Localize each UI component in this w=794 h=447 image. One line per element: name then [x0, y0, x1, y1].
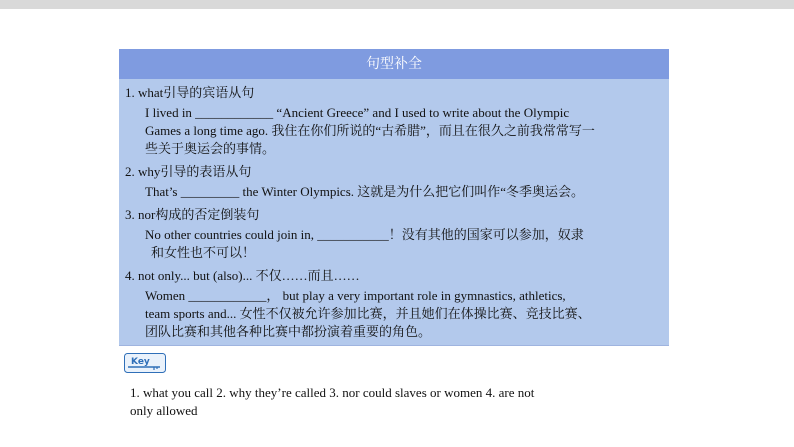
section-body-2 [125, 183, 661, 201]
section-4-line-3: 团队比赛和其他各种比赛中都扮演着重要的角色。 [145, 324, 432, 339]
section-body-1 [125, 104, 661, 158]
sentence-completion-card [119, 49, 669, 345]
divider [119, 345, 669, 346]
answer-line-2: only allowed [130, 403, 198, 418]
section-body-4 [125, 287, 661, 341]
answer-key [130, 384, 660, 420]
section-1-line-2: Games a long time ago. 我住在你们所说的“古希腊”，而且在很久之前我常常写一 [145, 123, 595, 138]
top-gray-bar [0, 0, 794, 9]
key-badge-label: Key [131, 357, 150, 367]
section-4-line-1: Women ____________， but play a very important role in gymnastics, athletics, [145, 288, 566, 303]
section-heading-1: 1. what引导的宾语从句 [125, 85, 255, 100]
key-icon [124, 353, 166, 373]
section-heading-3: 3. nor构成的否定倒装句 [125, 207, 260, 222]
section-1-line-3: 些关于奥运会的事情。 [145, 141, 276, 156]
section-3-line-1: No other countries could join in, ___________！没有其他的国家可以参加，奴隶 [145, 227, 584, 242]
section-4-line-2: team sports and... 女性不仅被允许参加比赛，并且她们在体操比赛、竞技比赛、 [145, 306, 591, 321]
section-1-line-1: I lived in ____________ “Ancient Greece” and I used to write about the Olympic [145, 105, 570, 120]
section-heading-4: 4. not only... but (also)... 不仅……而且…… [125, 268, 360, 283]
section-2-line-1: That’s _________ the Winter Olympics. 这就是为什么把它们叫作“冬季奥运会。 [145, 184, 585, 199]
section-3-line-2: 和女性也不可以！ [151, 245, 256, 260]
section-heading-2: 2. why引导的表语从句 [125, 164, 252, 179]
section-body-3 [125, 226, 661, 262]
card-title: 句型补全 [119, 49, 669, 79]
answer-line-1: 1. what you call 2. why they’re called 3. nor could slaves or women 4. are not [130, 385, 535, 400]
card-body [119, 79, 669, 341]
